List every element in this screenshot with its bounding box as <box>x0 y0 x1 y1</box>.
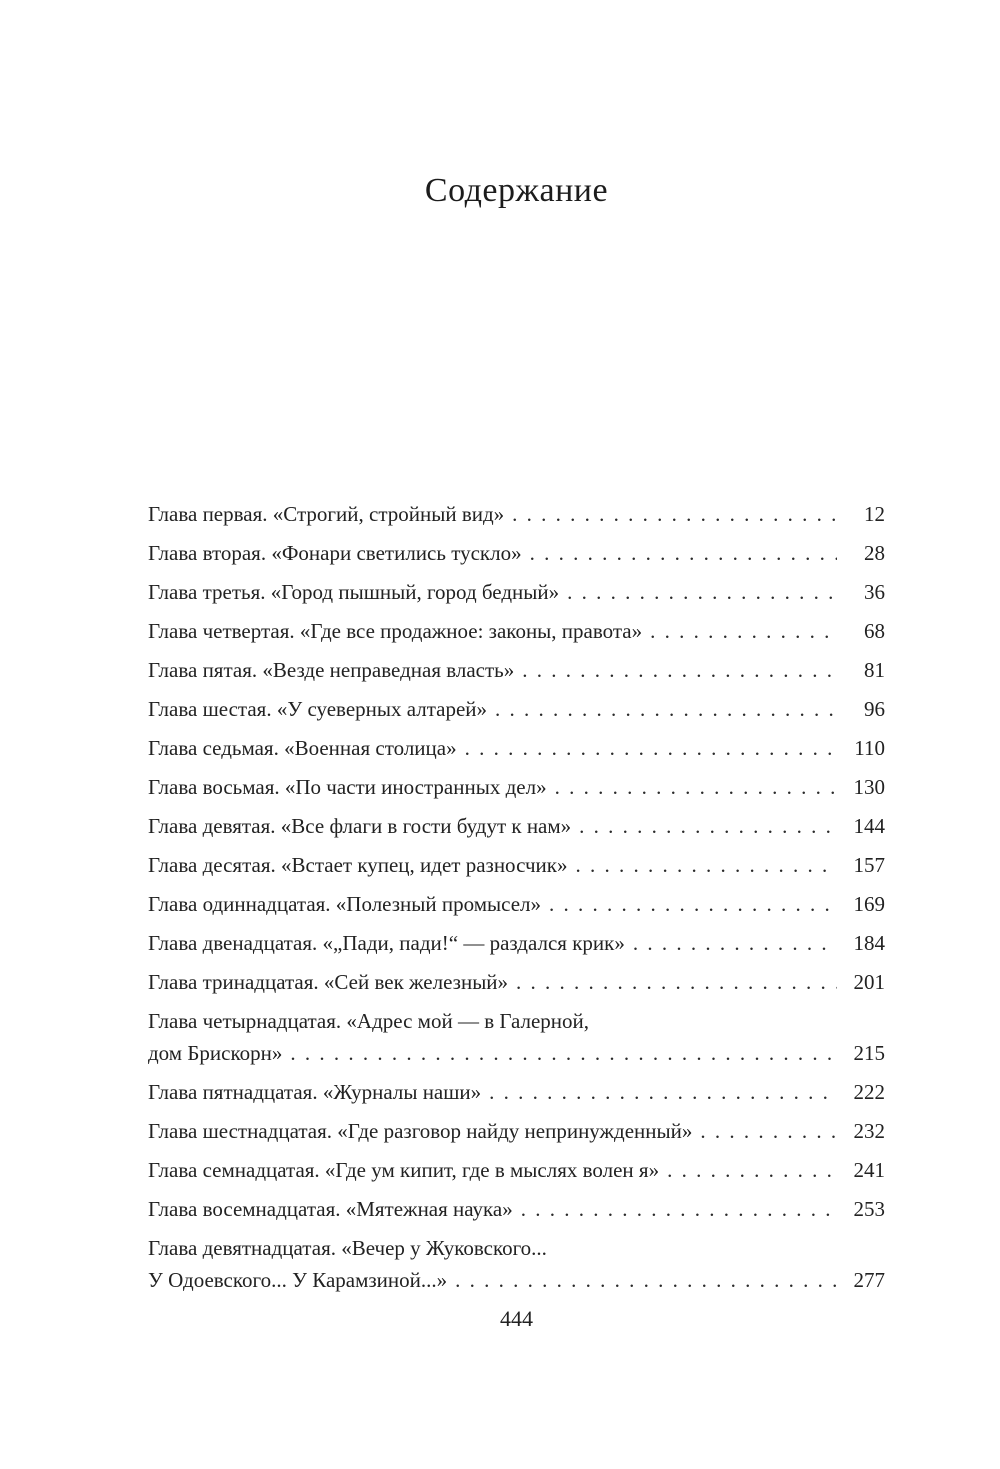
toc-entry-page-number: 253 <box>853 1197 885 1221</box>
toc-entry <box>148 1076 885 1108</box>
toc-entry-page-number: 277 <box>853 1268 885 1292</box>
toc-list <box>148 498 885 1303</box>
toc-entry <box>148 1193 885 1225</box>
toc-entry-text: Глава девятнадцатая. «Вечер у Жуковского... <box>148 1236 547 1260</box>
toc-entry <box>148 693 885 725</box>
toc-entry-text: Глава девятая. «Все флаги в гости будут к нам» <box>148 814 572 838</box>
toc-entry <box>148 966 885 998</box>
dot-leader <box>530 537 837 569</box>
toc-entry-page-number: 222 <box>853 1080 885 1104</box>
toc-entry <box>148 1154 885 1186</box>
toc-entry-line <box>148 1037 885 1069</box>
toc-entry-line <box>148 810 885 842</box>
toc-entry-page-number: 68 <box>864 619 885 643</box>
dot-leader <box>567 576 837 608</box>
toc-entry-line <box>148 1193 885 1225</box>
dot-leader <box>579 810 837 842</box>
dot-leader <box>575 849 837 881</box>
toc-entry-text: дом Брискорн» <box>148 1041 283 1065</box>
toc-entry-page-number: 36 <box>864 580 885 604</box>
toc-entry-text: Глава вторая. «Фонари светились тускло» <box>148 541 522 565</box>
toc-entry <box>148 888 885 920</box>
toc-entry-text: Глава тринадцатая. «Сей век железный» <box>148 970 509 994</box>
dot-leader <box>512 498 837 530</box>
toc-entry <box>148 771 885 803</box>
toc-entry-page-number: 201 <box>853 970 885 994</box>
toc-entry-text: Глава первая. «Строгий, стройный вид» <box>148 502 505 526</box>
toc-entry <box>148 537 885 569</box>
toc-entry <box>148 1115 885 1147</box>
toc-entry-text: Глава восемнадцатая. «Мятежная наука» <box>148 1197 513 1221</box>
dot-leader <box>555 771 837 803</box>
toc-entry-line <box>148 1232 885 1264</box>
toc-entry-text: Глава четырнадцатая. «Адрес мой — в Галерной, <box>148 1009 590 1033</box>
toc-entry-text: Глава четвертая. «Где все продажное: законы, правота» <box>148 619 643 643</box>
toc-entry-line <box>148 1076 885 1108</box>
dot-leader <box>549 888 837 920</box>
toc-entry-line <box>148 576 885 608</box>
toc-entry-line <box>148 1005 885 1037</box>
toc-entry-page-number: 12 <box>864 502 885 526</box>
dot-leader <box>455 1264 837 1296</box>
toc-entry-page-number: 232 <box>853 1119 885 1143</box>
toc-entry-text: Глава двенадцатая. «„Пади, пади!“ — раздался крик» <box>148 931 625 955</box>
toc-entry-line <box>148 654 885 686</box>
toc-entry-line <box>148 849 885 881</box>
toc-entry-text: Глава третья. «Город пышный, город бедный» <box>148 580 560 604</box>
toc-entry-line <box>148 732 885 764</box>
toc-entry-text: Глава восьмая. «По части иностранных дел» <box>148 775 547 799</box>
toc-entry-page-number: 215 <box>853 1041 885 1065</box>
toc-entry-line <box>148 615 885 647</box>
toc-entry <box>148 849 885 881</box>
toc-entry-page-number: 157 <box>853 853 885 877</box>
toc-entry <box>148 810 885 842</box>
toc-entry-line <box>148 498 885 530</box>
toc-entry-text: Глава семнадцатая. «Где ум кипит, где в мыслях волен я» <box>148 1158 660 1182</box>
toc-entry-page-number: 130 <box>853 775 885 799</box>
toc-entry <box>148 615 885 647</box>
toc-entry-page-number: 169 <box>853 892 885 916</box>
toc-entry-text: Глава десятая. «Встает купец, идет разносчик» <box>148 853 568 877</box>
toc-entry-line <box>148 966 885 998</box>
page-title: Содержание <box>424 172 609 209</box>
dot-leader <box>522 654 837 686</box>
toc-entry-line <box>148 693 885 725</box>
dot-leader <box>667 1154 837 1186</box>
toc-entry-line <box>148 1264 885 1296</box>
toc-entry-text: Глава шестая. «У суеверных алтарей» <box>148 697 488 721</box>
dot-leader <box>700 1115 837 1147</box>
toc-entry-line <box>148 537 885 569</box>
toc-entry-line <box>148 888 885 920</box>
toc-entry <box>148 732 885 764</box>
dot-leader <box>495 693 837 725</box>
toc-entry-page-number: 81 <box>864 658 885 682</box>
toc-entry-line <box>148 1115 885 1147</box>
toc-entry <box>148 654 885 686</box>
toc-entry-page-number: 144 <box>853 814 885 838</box>
toc-entry-page-number: 28 <box>864 541 885 565</box>
toc-entry <box>148 576 885 608</box>
toc-entry-text: У Одоевского... У Карамзиной...» <box>148 1268 448 1292</box>
toc-entry-line <box>148 771 885 803</box>
dot-leader <box>650 615 837 647</box>
dot-leader <box>465 732 837 764</box>
dot-leader <box>290 1037 837 1069</box>
dot-leader <box>489 1076 837 1108</box>
toc-entry-text: Глава пятнадцатая. «Журналы наши» <box>148 1080 482 1104</box>
toc-entry-text: Глава пятая. «Везде неправедная власть» <box>148 658 515 682</box>
toc-entry <box>148 927 885 959</box>
toc-entry-text: Глава одиннадцатая. «Полезный промысел» <box>148 892 541 916</box>
folio-page-number: 444 <box>500 1306 533 1331</box>
toc-entry-page-number: 241 <box>853 1158 885 1182</box>
toc-entry-text: Глава шестнадцатая. «Где разговор найду непринужденный» <box>148 1119 693 1143</box>
dot-leader <box>633 927 837 959</box>
toc-entry-text: Глава седьмая. «Военная столица» <box>148 736 457 760</box>
toc-entry-line <box>148 927 885 959</box>
toc-entry <box>148 498 885 530</box>
toc-entry-line <box>148 1154 885 1186</box>
toc-entry <box>148 1232 885 1296</box>
toc-entry-page-number: 110 <box>854 736 885 760</box>
dot-leader <box>516 966 837 998</box>
dot-leader <box>521 1193 837 1225</box>
toc-entry <box>148 1005 885 1069</box>
toc-entry-page-number: 184 <box>853 931 885 955</box>
toc-entry-page-number: 96 <box>864 697 885 721</box>
